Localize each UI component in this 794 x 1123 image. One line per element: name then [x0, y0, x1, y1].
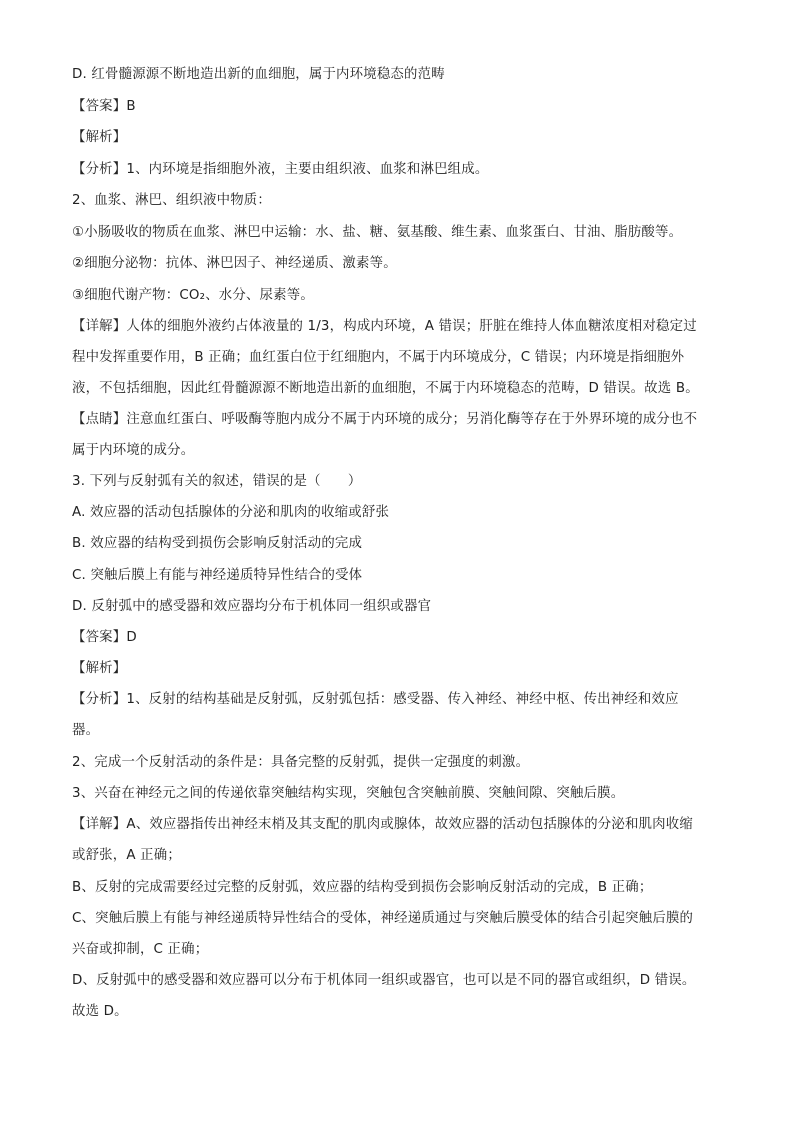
text-line: 或舒张，A 正确； — [72, 848, 181, 863]
text-line: 【详解】人体的细胞外液约占体液量的 1/3，构成内环境，A 错误；肝脏在维持人体血糖浓度相对稳定过 — [72, 319, 697, 334]
analysis-heading: 【解析】 — [72, 130, 127, 145]
text-line: 器。 — [72, 723, 100, 738]
text-line: D、反射弧中的感受器和效应器可以分布于机体同一组织或器官，也可以是不同的器官或组织，D 错误。 — [72, 973, 696, 988]
text-line: ③细胞代谢产物：CO₂、水分、尿素等。 — [72, 288, 314, 303]
text-line: 程中发挥重要作用，B 正确；血红蛋白位于红细胞内，不属于内环境成分，C 错误；内环境是指细胞外 — [72, 350, 685, 365]
analysis-heading: 【解析】 — [72, 661, 127, 676]
option-d: D. 反射弧中的感受器和效应器均分布于机体同一组织或器官 — [72, 599, 432, 614]
text-line: ②细胞分泌物：抗体、淋巴因子、神经递质、激素等。 — [72, 256, 397, 271]
answer-label: 【答案】D — [72, 630, 137, 645]
option-c: C. 突触后膜上有能与神经递质特异性结合的受体 — [72, 568, 363, 583]
option-a: A. 效应器的活动包括腺体的分泌和肌肉的收缩或舒张 — [72, 505, 390, 520]
text-line: 液，不包括细胞，因此红骨髓源源不断地造出新的血细胞，不属于内环境稳态的范畴，D 错误。故选 B。 — [72, 381, 699, 396]
text-line: 2、血浆、淋巴、组织液中物质： — [72, 193, 271, 208]
text-line: 【详解】A、效应器指传出神经末梢及其支配的肌肉或腺体，故效应器的活动包括腺体的分泌和肌肉收缩 — [72, 817, 693, 832]
text-line: 属于内环境的成分。 — [72, 443, 195, 458]
text-line: 【分析】1、内环境是指细胞外液，主要由组织液、血浆和淋巴组成。 — [72, 162, 489, 177]
text-line: 2、完成一个反射活动的条件是：具备完整的反射弧，提供一定强度的刺激。 — [72, 755, 530, 770]
text-line: 【点睛】注意血红蛋白、呼吸酶等胞内成分不属于内环境的成分；另消化酶等存在于外界环境的成分也不 — [72, 412, 698, 427]
option-b: B. 效应器的结构受到损伤会影响反射活动的完成 — [72, 536, 363, 551]
text-line: B、反射的完成需要经过完整的反射弧，效应器的结构受到损伤会影响反射活动的完成，B 正确； — [72, 880, 653, 895]
text-line: ①小肠吸收的物质在血浆、淋巴中运输：水、盐、糖、氨基酸、维生素、血浆蛋白、甘油、脂肪酸等。 — [72, 225, 683, 240]
text-line: C、突触后膜上有能与神经递质特异性结合的受体，神经递质通过与突触后膜受体的结合引起突触后膜的 — [72, 911, 694, 926]
text-line: 故选 D。 — [72, 1004, 128, 1019]
text-line: 兴奋或抑制，C 正确； — [72, 942, 209, 957]
text-line: D. 红骨髓源源不断地造出新的血细胞，属于内环境稳态的范畴 — [72, 67, 445, 82]
question-title: 3. 下列与反射弧有关的叙述，错误的是（ ） — [72, 474, 362, 489]
text-line: 3、兴奋在神经元之间的传递依靠突触结构实现，突触包含突触前膜、突触间隙、突触后膜。 — [72, 786, 625, 801]
text-line: 【分析】1、反射的结构基础是反射弧，反射弧包括：感受器、传入神经、神经中枢、传出神经和效应 — [72, 692, 679, 707]
answer-label: 【答案】B — [72, 99, 136, 114]
